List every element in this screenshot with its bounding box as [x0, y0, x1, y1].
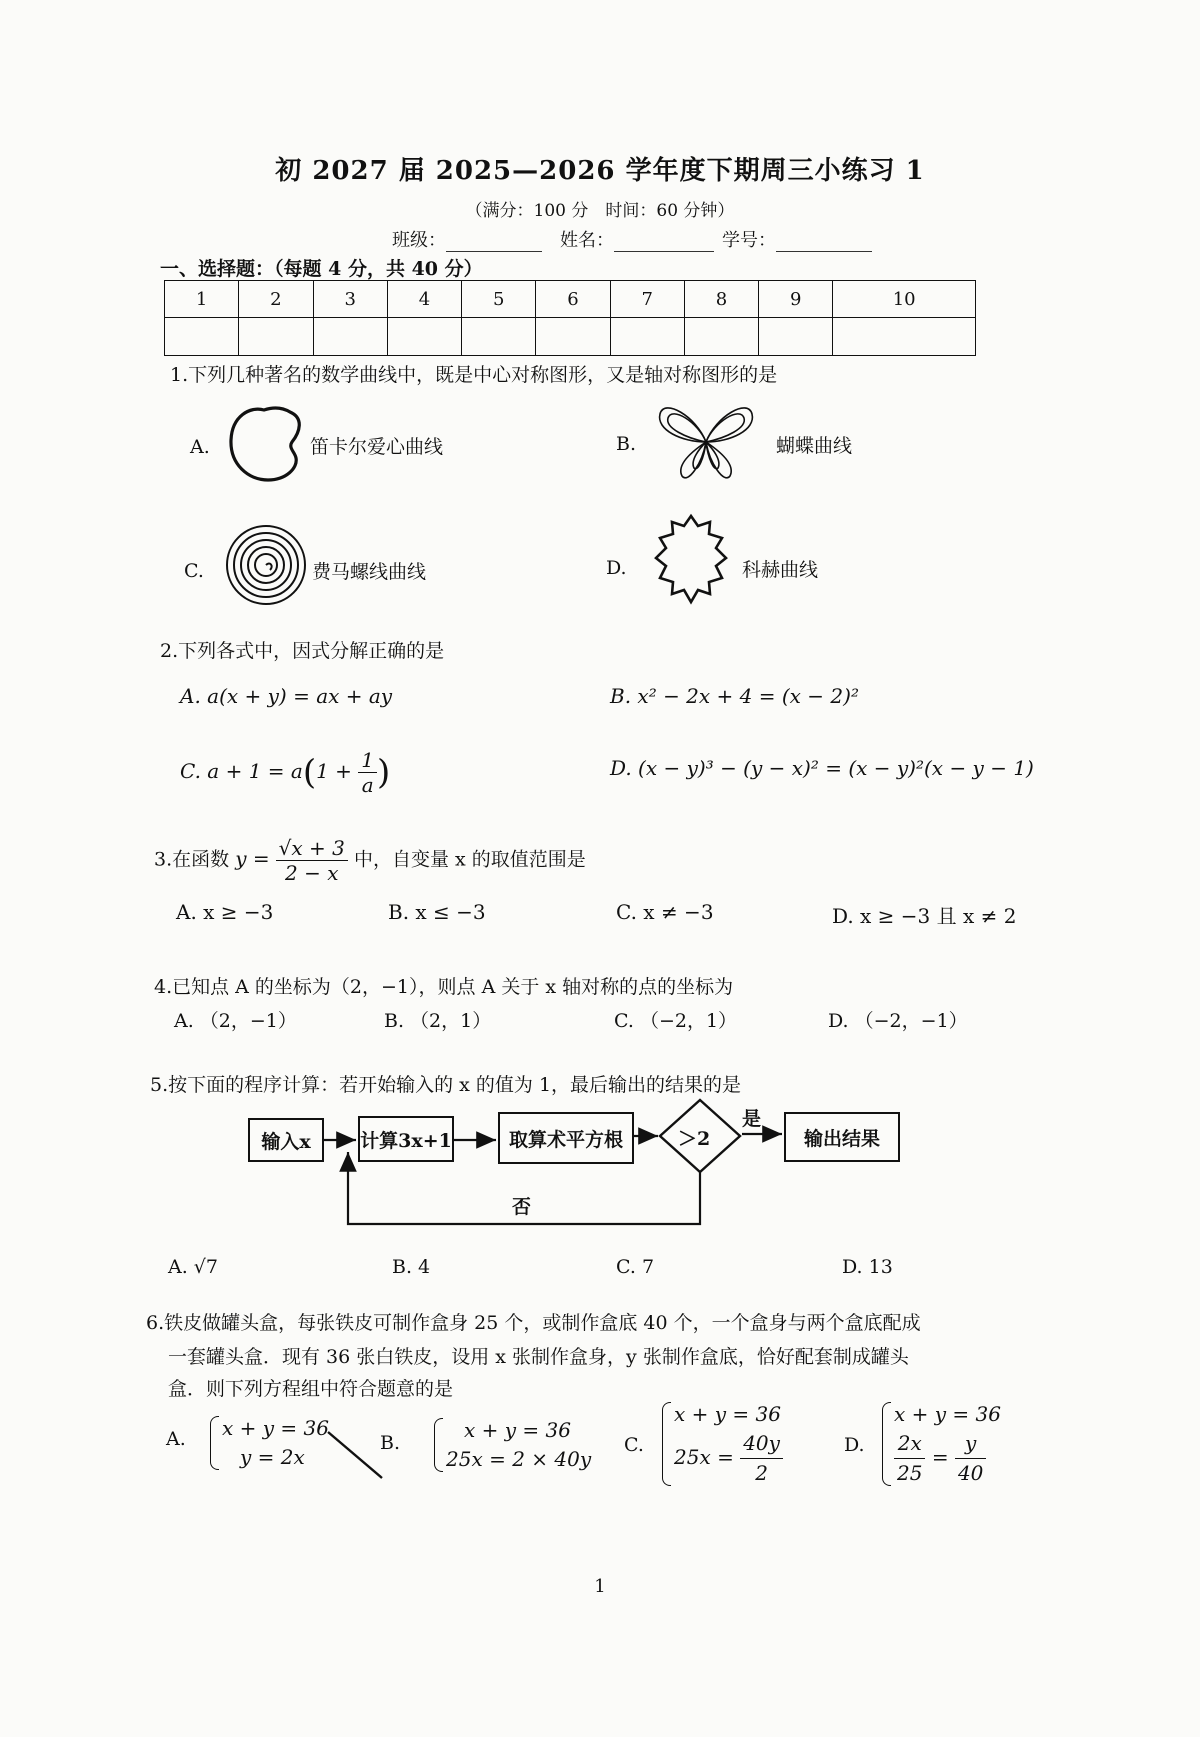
- q6-option-b-system: [432, 1416, 591, 1474]
- equation-system-brace: [208, 1414, 329, 1472]
- pen-stroke-mark: [326, 1430, 386, 1482]
- q2-option-a: A. a(x + y) = ax + ay: [180, 684, 393, 708]
- equals-sign: =: [931, 1445, 949, 1469]
- q3-option-c: C. x ≠ −3: [616, 900, 714, 924]
- q1-option-a-label: 笛卡尔爱心曲线: [310, 436, 444, 458]
- flow-sqrt-box: 取算术平方根: [498, 1112, 634, 1164]
- question-6-line-1: 6.铁皮做罐头盒，每张铁皮可制作盒身 25 个，或制作盒底 40 个，一个盒身与两个盒底配成: [146, 1312, 921, 1334]
- q2-option-c: C. a + 1 = a(1 + $\frac{1}{a}$ ): [180, 748, 391, 797]
- page-title: 初 2027 届 2025—2026 学年度下期周三小练习 1: [275, 156, 925, 186]
- q6-option-b-letter: B.: [380, 1432, 401, 1454]
- q1-option-c-letter: C.: [184, 560, 204, 582]
- q2-option-b: B. x² − 2x + 4 = (x − 2)²: [610, 684, 859, 708]
- equation-system-brace: [880, 1400, 1001, 1488]
- q5-option-d: D. 13: [842, 1256, 893, 1278]
- answer-col-header: 7: [610, 281, 684, 318]
- page-subtitle: （满分：100 分 时间：60 分钟）: [465, 201, 735, 221]
- q6-option-d-letter: D.: [844, 1434, 865, 1456]
- name-label: 姓名：: [560, 230, 614, 251]
- equation-line: x + y = 36: [464, 1418, 571, 1442]
- answer-col-header: 4: [387, 281, 461, 318]
- fraction-denominator: 2 − x: [285, 861, 339, 885]
- q3-option-a: A. x ≥ −3: [176, 900, 274, 924]
- q3-option-b: B. x ≤ −3: [388, 900, 486, 924]
- q3-stem-pre: 3.在函数: [154, 848, 230, 871]
- paren-right-glyph: ): [377, 752, 391, 793]
- q1-option-d-letter: D.: [606, 557, 627, 579]
- answer-col-header: 8: [684, 281, 758, 318]
- fraction-numerator: 1: [358, 748, 377, 773]
- fraction-denominator: 2: [755, 1461, 768, 1485]
- q5-option-a: A. √7: [168, 1256, 218, 1278]
- equation-fraction: [955, 1429, 986, 1488]
- answer-col-header: 2: [239, 281, 313, 318]
- q4-option-c: C. （−2，1）: [614, 1010, 738, 1032]
- q1-option-b-label: 蝴蝶曲线: [776, 435, 853, 457]
- q3-function-y: y =: [235, 846, 270, 871]
- q4-option-d: D. （−2，−1）: [828, 1010, 968, 1032]
- equation-line: y = 2x: [240, 1445, 305, 1469]
- answer-col-header: 5: [462, 281, 536, 318]
- q2-option-c-text: C. a + 1 = a: [180, 759, 303, 783]
- class-label: 班级：: [392, 230, 446, 251]
- flow-input-box: 输入x: [248, 1118, 324, 1162]
- equation-line: x + y = 36: [674, 1402, 781, 1426]
- q5-option-c: C. 7: [616, 1256, 655, 1278]
- flow-no-label: 否: [512, 1196, 532, 1218]
- q6-option-c-letter: C.: [624, 1434, 644, 1456]
- equation-fraction: [740, 1429, 783, 1488]
- equation-line: x + y = 36: [894, 1402, 1001, 1426]
- equation-system-brace: [432, 1416, 591, 1474]
- question-4-stem: 4.已知点 A 的坐标为（2，−1），则点 A 关于 x 轴对称的点的坐标为: [154, 976, 734, 998]
- question-6-line-3: 盒．则下列方程组中符合题意的是: [168, 1378, 454, 1400]
- flow-condition-label: ＞2: [678, 1128, 711, 1150]
- page-number: 1: [594, 1576, 606, 1597]
- equation-line: x + y = 36: [222, 1416, 329, 1440]
- section-heading: 一、选择题：（每题 4 分，共 40 分）: [160, 258, 483, 280]
- equation-system-brace: [660, 1400, 783, 1488]
- question-2-stem: 2.下列各式中，因式分解正确的是: [160, 640, 445, 662]
- fraction-numerator: √x + 3: [276, 836, 348, 861]
- q2-option-d: D. (x − y)³ − (y − x)² = (x − y)²(x − y − 1): [610, 756, 1034, 780]
- fraction-numerator: y: [955, 1429, 986, 1459]
- q3-option-d: D. x ≥ −3 且 x ≠ 2: [832, 904, 1017, 928]
- q1-option-b-letter: B.: [616, 433, 637, 455]
- question-6-line-2: 一套罐头盒．现有 36 张白铁皮，设用 x 张制作盒身，y 张制作盒底，恰好配套制成罐头: [168, 1346, 909, 1368]
- answer-col-header: 1: [165, 281, 239, 318]
- answer-col-header: 10: [833, 281, 976, 318]
- q1-option-c-label: 费马螺线曲线: [312, 561, 427, 583]
- flow-yes-label: 是: [742, 1108, 762, 1130]
- fraction-denominator: 25: [897, 1461, 923, 1485]
- answer-col-header: 6: [536, 281, 610, 318]
- q6-option-a-letter: A.: [166, 1428, 186, 1450]
- q1-option-a-letter: A.: [190, 436, 210, 458]
- flow-output-box: 输出结果: [784, 1112, 900, 1162]
- fraction-denominator: a: [361, 773, 374, 797]
- q4-option-b: B. （2，1）: [384, 1010, 492, 1032]
- equation-fraction: [894, 1429, 925, 1488]
- q5-option-b: B. 4: [392, 1256, 431, 1278]
- question-1-stem: 1.下列几种著名的数学曲线中，既是中心对称图形，又是轴对称图形的是: [170, 364, 778, 386]
- fraction-denominator: 40: [957, 1461, 984, 1485]
- student-id-label: 学号：: [722, 230, 776, 251]
- answer-col-header: 9: [759, 281, 833, 318]
- q6-option-c-system: [660, 1400, 783, 1488]
- answer-col-header: 3: [313, 281, 387, 318]
- q1-option-d-label: 科赫曲线: [742, 559, 819, 581]
- equation-line: 25x = 2 × 40y: [446, 1447, 592, 1471]
- fraction-numerator: 2x: [894, 1429, 925, 1459]
- flow-compute-box: 计算3x+1: [358, 1116, 454, 1162]
- fraction-numerator: 40y: [740, 1429, 783, 1459]
- question-5-stem: 5.按下面的程序计算：若开始输入的 x 的值为 1，最后输出的结果的是: [150, 1074, 742, 1096]
- equation-line: 25x =: [674, 1445, 734, 1469]
- q4-option-a: A. （2，−1）: [174, 1010, 297, 1032]
- paren-left-glyph: (: [302, 752, 317, 793]
- q6-option-d-system: [880, 1400, 1001, 1488]
- q3-stem-post: 中，自变量 x 的取值范围是: [353, 848, 586, 871]
- q6-option-a-system: [208, 1414, 329, 1472]
